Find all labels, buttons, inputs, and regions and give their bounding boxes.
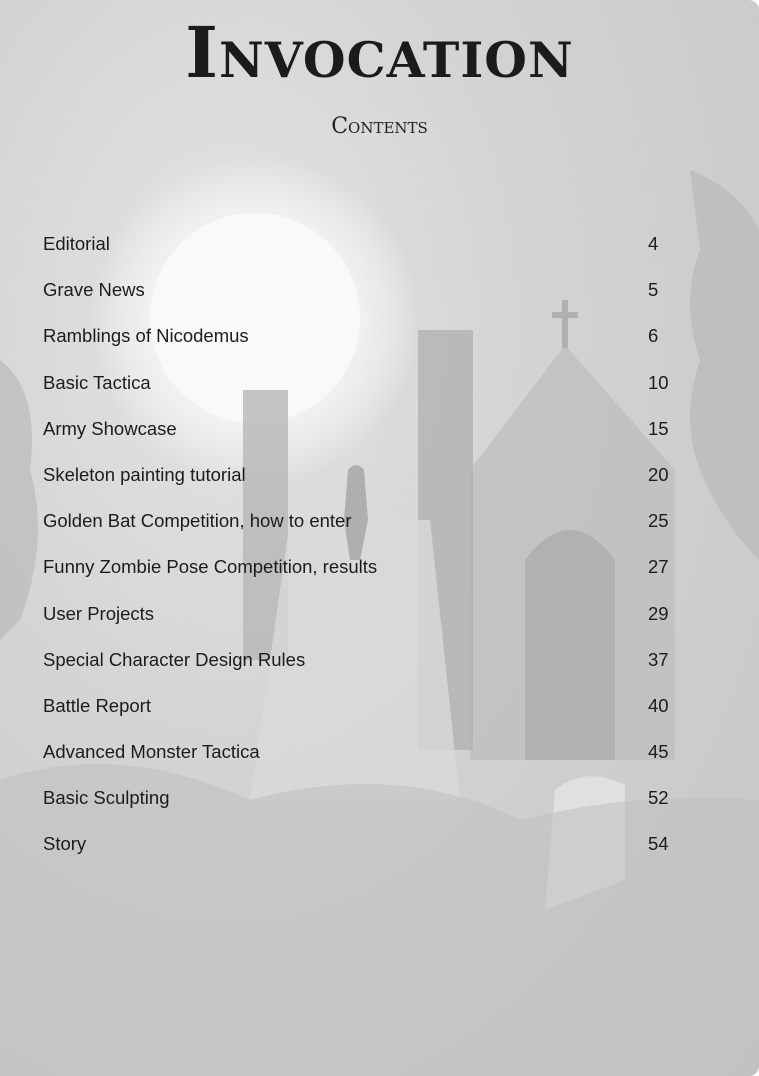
tree-silhouette-right — [690, 170, 759, 560]
toc-entry — [43, 372, 673, 418]
toc-entry-page: 27 — [648, 556, 669, 578]
toc-entry-page: 29 — [648, 602, 669, 624]
toc-entry — [43, 325, 673, 371]
toc-entry-title: Editorial — [43, 233, 110, 254]
toc-entry-page: 4 — [648, 233, 659, 254]
toc-entry-title: Basic Tactica — [43, 371, 151, 393]
toc-entry-page: 54 — [648, 833, 669, 855]
toc-entry-page: 45 — [648, 741, 669, 763]
toc-entry — [43, 649, 673, 695]
toc-entry-page: 40 — [648, 694, 669, 716]
toc-entry-title: User Projects — [43, 602, 155, 624]
toc-entry-title: Grave News — [43, 279, 145, 301]
toc-entry-page: 5 — [648, 279, 659, 301]
table-of-contents — [43, 233, 673, 880]
toc-entry-title: Special Character Design Rules — [43, 648, 306, 670]
toc-entry-page: 37 — [648, 648, 669, 670]
toc-entry-page: 10 — [648, 371, 669, 393]
toc-entry-title: Army Showcase — [43, 417, 177, 439]
toc-entry — [43, 510, 673, 556]
toc-entry-title: Golden Bat Competition, how to enter — [43, 510, 352, 532]
toc-entry-page: 25 — [648, 510, 669, 532]
toc-entry — [43, 787, 673, 833]
toc-entry-title: Funny Zombie Pose Competition, results — [43, 556, 378, 578]
toc-entry — [43, 603, 673, 649]
toc-entry — [43, 695, 673, 741]
toc-entry-title: Basic Sculpting — [43, 787, 170, 809]
toc-entry-page: 15 — [648, 417, 669, 439]
toc-entry — [43, 833, 673, 879]
toc-entry-title: Advanced Monster Tactica — [43, 741, 260, 763]
magazine-title: Invocation — [185, 11, 574, 94]
toc-entry-title: Story — [43, 833, 87, 855]
toc-entry — [43, 279, 673, 325]
toc-entry-title: Skeleton painting tutorial — [43, 463, 246, 485]
toc-entry — [43, 233, 673, 279]
toc-entry-title: Battle Report — [43, 694, 151, 716]
toc-entry — [43, 556, 673, 602]
tree-silhouette-left — [0, 360, 38, 640]
toc-entry-page: 52 — [648, 787, 669, 809]
toc-entry-page: 20 — [648, 463, 669, 485]
toc-entry-page: 6 — [648, 325, 659, 347]
toc-entry — [43, 741, 673, 787]
toc-entry — [43, 418, 673, 464]
page-subtitle: Contents — [331, 114, 428, 139]
toc-entry-title: Ramblings of Nicodemus — [43, 325, 249, 347]
toc-entry — [43, 464, 673, 510]
